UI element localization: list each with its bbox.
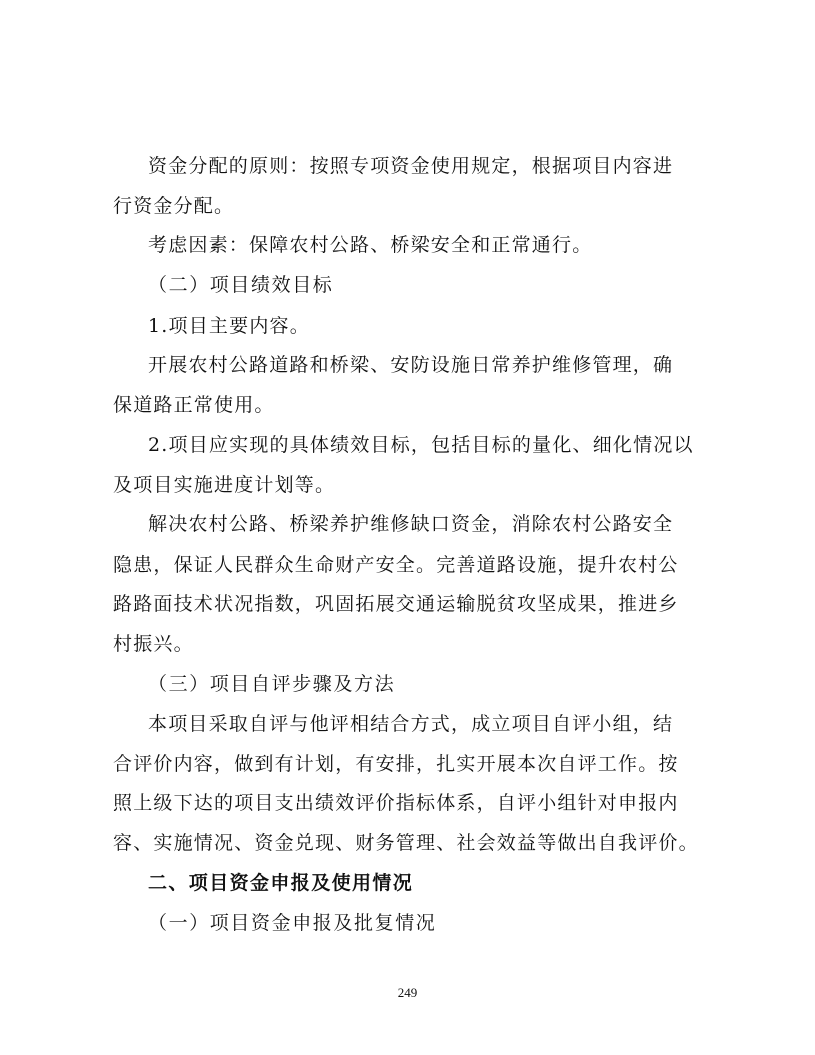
text-line: 考虑因素：保障农村公路、桥梁安全和正常通行。 [148, 234, 593, 256]
text-line: 1.项目主要内容。 [148, 315, 310, 337]
page-number: 249 [397, 985, 418, 1000]
section-heading: （三）项目自评步骤及方法 [148, 673, 396, 695]
section-heading: （二）项目绩效目标 [148, 274, 334, 296]
text-line: 隐患，保证人民群众生命财产安全。完善道路设施，提升农村公 [113, 554, 679, 576]
text-line: 解决农村公路、桥梁养护维修缺口资金，消除农村公路安全 [148, 513, 674, 535]
text-line: 2.项目应实现的具体绩效目标，包括目标的量化、细化情况以 [148, 434, 694, 456]
text-line: 及项目实施进度计划等。 [113, 474, 336, 496]
section-heading: （一）项目资金申报及批复情况 [148, 912, 437, 934]
text-line: 照上级下达的项目支出绩效评价指标体系，自评小组针对申报内 [113, 792, 679, 814]
text-line: 行资金分配。 [113, 195, 235, 217]
text-line: 路路面技术状况指数，巩固拓展交通运输脱贫攻坚成果，推进乡 [113, 593, 679, 615]
text-line: 容、实施情况、资金兑现、财务管理、社会效益等做出自我评价。 [113, 832, 699, 854]
chapter-heading: 二、项目资金申报及使用情况 [148, 872, 414, 894]
text-line: 开展农村公路道路和桥梁、安防设施日常养护维修管理，确 [148, 354, 674, 376]
text-line: 本项目采取自评与他评相结合方式，成立项目自评小组，结 [148, 713, 674, 735]
text-line: 资金分配的原则：按照专项资金使用规定，根据项目内容进 [148, 155, 674, 177]
text-line: 保道路正常使用。 [113, 394, 275, 416]
text-line: 村振兴。 [113, 633, 194, 655]
text-line: 合评价内容，做到有计划，有安排，扎实开展本次自评工作。按 [113, 753, 679, 775]
